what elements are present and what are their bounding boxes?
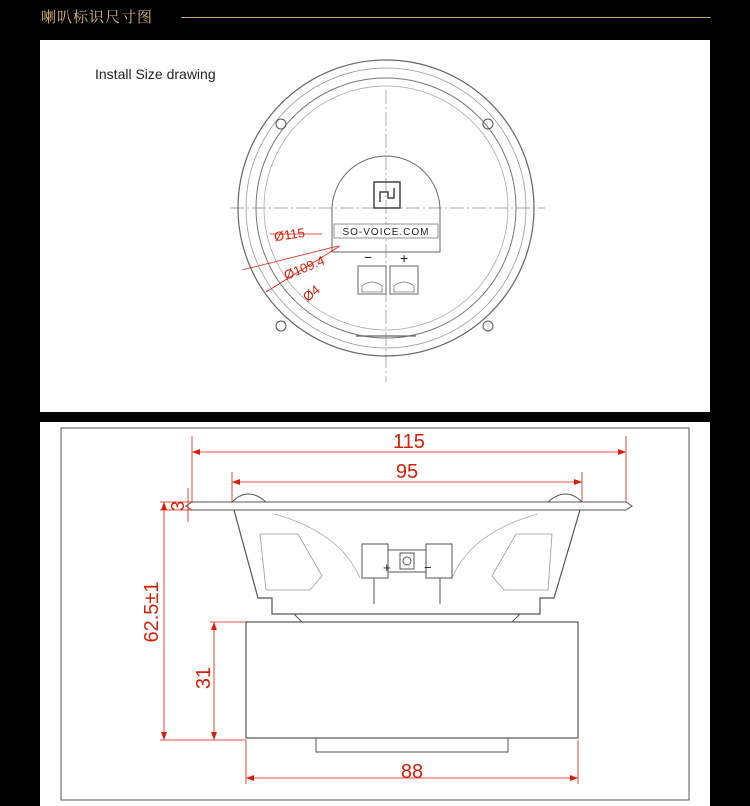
- surround-left: [232, 494, 266, 502]
- front-view-drawing: [40, 40, 710, 412]
- dim-width-115: 115: [393, 431, 425, 453]
- dim-diameter-4: Ø4: [299, 281, 323, 305]
- brand-logo: [374, 182, 400, 208]
- header-divider: [181, 17, 711, 18]
- side-minus-label: −: [424, 560, 432, 575]
- dim-magnet-31: 31: [193, 666, 215, 690]
- magnet-back-plate: [316, 738, 508, 752]
- install-size-panel: [40, 40, 710, 412]
- speaker-flange: [186, 502, 632, 510]
- terminal-block: [358, 249, 418, 294]
- dim-magnet-88: 88: [400, 761, 424, 783]
- side-view-drawing: [40, 422, 710, 806]
- side-plus-label: +: [383, 560, 391, 575]
- magnet-body: [246, 622, 578, 738]
- dim-diameter-109-4: Ø109.4: [281, 252, 327, 283]
- terminal-plus-label: +: [400, 250, 409, 266]
- dim-width-95: 95: [395, 461, 419, 483]
- side-terminals: [362, 544, 452, 604]
- brand-text: SO-VOICE.COM: [342, 227, 430, 238]
- terminal-minus-label: −: [364, 249, 373, 265]
- basket-window-right: [492, 534, 552, 590]
- page-title: 喇叭标识尺寸图: [41, 8, 154, 26]
- mount-hole-bl: [276, 321, 286, 331]
- install-size-label: Install Size drawing: [95, 66, 216, 82]
- dim-flange-3: 3: [168, 500, 188, 512]
- speaker-basket: [234, 510, 580, 614]
- basket-window-left: [260, 534, 322, 590]
- dim-diameter-115: Ø115: [273, 225, 306, 245]
- magnet-neck: [294, 614, 520, 622]
- mount-hole-br: [483, 321, 493, 331]
- dim-depth-62-5: 62.5±1: [141, 581, 163, 643]
- side-view-panel: [40, 422, 710, 806]
- surround-right: [548, 494, 582, 502]
- mount-hole-tl: [276, 119, 286, 129]
